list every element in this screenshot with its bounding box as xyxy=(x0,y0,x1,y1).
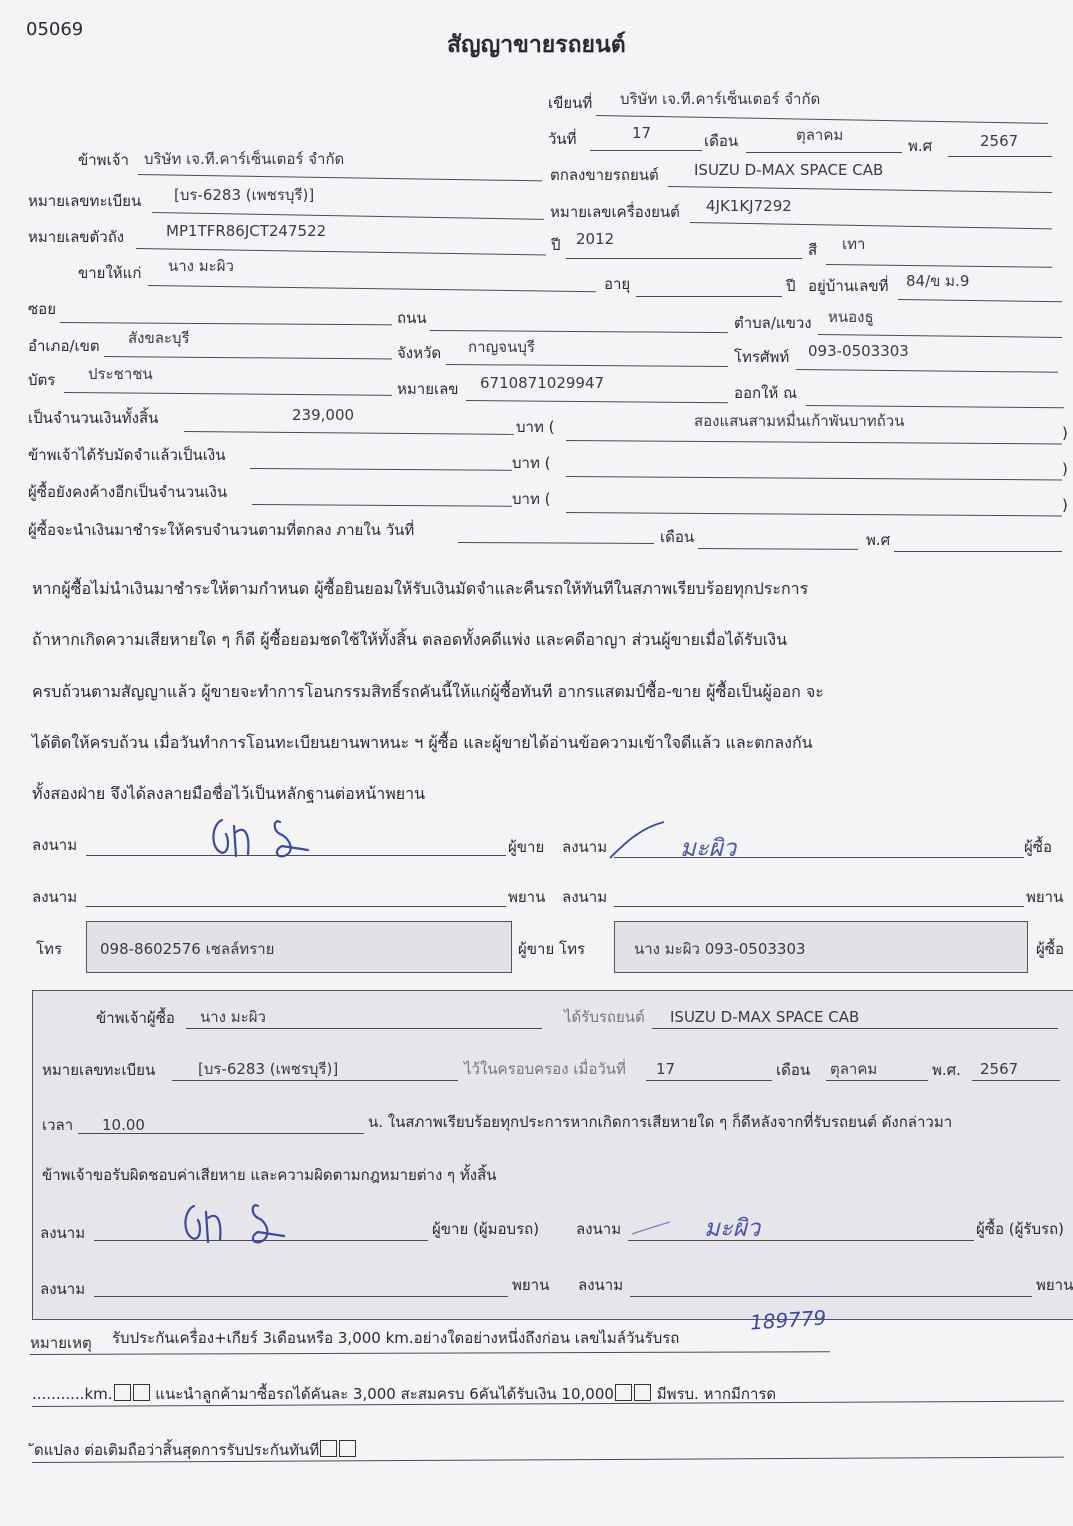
seller-phone: 098-8602576 เชลล์ทราย xyxy=(100,940,275,958)
receipt-year-label: พ.ศ. xyxy=(932,1061,961,1079)
checkbox-1a[interactable] xyxy=(114,1384,131,1401)
contract-page: 05069 สัญญาขายรถยนต์ เขียนที่ บริษัท เจ.ที.คาร์เซ็นเตอร์ จำกัด วันที่ 17 เดือน ตุลาคม พ.ศ 2567 ข้าพเจ้า บริษัท เจ.ที.คาร์เซ็นเตอร์ จำกัด ตกลงขายรถยนต์ ISUZU D-MAX SPACE CAB หมายเลขทะเบียน [บร-6283 (เพชรบุรี)] หมายเลขเครื่องยนต์ 4JK1KJ7292 หมายเลขตัวถัง MP1TFR86JCT247522 ปี 2012 สี เทา ขายให้แก่ นาง มะผิว อายุ ปี อยู่บ้านเลขที่ 84/ข ม.9 ซอย ถนน ตำบล/แขวง หนองธู อำเภอ/เขต สังขละบุรี จังหวัด กาญจนบุรี โทรศัพท์ 093-0503303 บัตร ประชาชน หมายเลข 6710871029947 ออกให้ ณ เป็นจำนวนเงินทั้งสิ้น 239,000 บาท ( สองแสนสามหมื่นเก้าพันบาทถ้วน ) ข้าพเจ้าได้รับมัดจำแล้วเป็นเงิน บาท ( ) ผู้ซื้อยังคงค้างอีกเป็นจำนวนเงิน บาท ( ) ผู้ซื้อจะนำเงินมาชำระให้ครบจำนวนตามที่ตกลง ภายใน วันที่ เดือน พ.ศ หากผู้ซื้อไม่นำเงินมาชำระให้ตามกำหนด ผู้ซื้อยินยอมให้รับเงินมัดจำและคืนรถให้ทันทีในสภาพเรียบร้อยทุกประการ ถ้าหากเกิดความเสียหายใด ๆ ก็ดี ผู้ซื้อยอมชดใช้ให้ทั้งสิ้น ตลอดทั้งคดีแพ่ง และคดีอาญา ส่วนผู้ขายเมื่อได้รับเงิน ครบถ้วนตามสัญญาแล้ว ผู้ขายจะทำการโอนกรรมสิทธิ์รถคันนี้ให้แก่ผู้ซื้อทันที อากรแสตมป์ซื้อ-ขาย ผู้ซื้อเป็นผู้ออก จะ ได้ติดให้ครบถ้วน เมื่อวันทำการโอนทะเบียนยานพาหนะ ฯ ผู้ซื้อ และผู้ขายได้อ่านข้อความเข้าใจดีแล้ว และตกลงกัน ทั้งสองฝ่าย จึงได้ลงลายมือชื่อไว้เป็นหลักฐานต่อหน้าพยาน ลงนาม ผู้ขาย ลงนาม มะผิว ผู้ซื้อ ลงนาม พยาน ลงนาม พยาน โทร 098-8602576 เชลล์ทราย ผู้ขาย โทร นาง มะผิว 093-0503303 ผู้ซื้อ ข้าพเจ้าผู้ซื้อ นาง มะผิว ได้รับรถยนต์ ISUZU D-MAX SPACE CAB หมายเลขทะเบียน [บร-6283 (เพชรบุรี)] ไว้ในครอบครอง เมื่อวันที่ 17 เดือน ตุลาคม พ.ศ. 2567 เวลา 10.00 น. ในสภาพเรียบร้อยทุกประการหากเกิดการเสียหายใด ๆ ก็ดีหลังจากที่รับรถยนต์ ดังกล่าวมา ข้าพเจ้าขอรับผิดชอบค่าเสียหาย และความผิดตามกฎหมายต่าง ๆ ทั้งสิ้น ลงนาม ผู้ขาย (ผู้มอบรถ) ลงนาม มะผิว ผู้ซื้อ (ผู้รับรถ) ลงนาม พยาน ลงนาม พยาน หมายเหตุ รับประกันเครื่อง+เกียร์ 3เดือนหรือ 3,000 km.อย่างใดอย่างหนึ่งถึงก่อน เลขไมล์วันรับรถ 189779 ...........km. แนะนำลูกค้ามาซื้อรถได้คันละ 3,000 สะสมครบ 6คันได้รับเงิน 10,000 มีพรบ. หากมีการด ัดแปลง ต่อเติมถือว่าสิ้นสุดการรับประกันทันที xyxy=(0,0,1073,1526)
seller-signature xyxy=(200,812,340,860)
car-model: ISUZU D-MAX SPACE CAB xyxy=(694,161,884,179)
receipt-section xyxy=(32,990,1073,1320)
odometer-reading: 189779 xyxy=(749,1305,828,1335)
card-type: ประชาชน xyxy=(88,365,153,383)
witness2-role: พยาน xyxy=(1026,888,1064,906)
month-label: เดือน xyxy=(704,132,739,150)
house-number: 84/ข ม.9 xyxy=(906,272,970,290)
color-label: สี xyxy=(808,241,818,259)
chassis-number: MP1TFR86JCT247522 xyxy=(166,222,327,240)
due-year-label: พ.ศ xyxy=(866,531,891,549)
checkbox-2a[interactable] xyxy=(615,1384,632,1401)
subdistrict-value: หนองธู xyxy=(828,308,874,326)
checkbox-1b[interactable] xyxy=(133,1384,150,1401)
receipt-witness2-sign-label: ลงนาม xyxy=(578,1276,624,1294)
balance-label: ผู้ซื้อยังคงค้างอีกเป็นจำนวนเงิน xyxy=(28,483,228,501)
model-year: 2012 xyxy=(576,230,615,248)
buyer-phone-value: นาง มะผิว 093-0503303 xyxy=(634,940,806,958)
house-label: อยู่บ้านเลขที่ xyxy=(808,277,889,295)
seller-role: ผู้ขาย xyxy=(508,838,545,856)
road-label: ถนน xyxy=(397,309,427,327)
buyer-role: ผู้ซื้อ xyxy=(1024,838,1052,856)
receipt-seller-signature xyxy=(172,1198,312,1248)
receipt-buyer-role: ผู้ซื้อ (ผู้รับรถ) xyxy=(976,1220,1064,1238)
year-label: พ.ศ xyxy=(908,137,933,155)
written-at-label: เขียนที่ xyxy=(548,94,593,112)
date-label: วันที่ xyxy=(548,130,577,148)
remarks-km: ...........km. xyxy=(32,1385,113,1403)
possession-label: ไว้ในครอบครอง เมื่อวันที่ xyxy=(464,1060,626,1078)
age-unit: ปี xyxy=(786,277,796,295)
remarks-referral: แนะนำลูกค้ามาซื้อรถได้คันละ 3,000 สะสมครบ 6คันได้รับเงิน 10,000 xyxy=(155,1385,614,1403)
receipt-seller-role: ผู้ขาย (ผู้มอบรถ) xyxy=(432,1220,540,1238)
terms-line-1: หากผู้ซื้อไม่นำเงินมาชำระให้ตามกำหนด ผู้ซื้อยินยอมให้รับเงินมัดจำและคืนรถให้ทันทีในสภาพเรียบร้อยทุกประการ xyxy=(32,579,809,598)
receipt-buyer-signature xyxy=(630,1204,830,1244)
date-month: ตุลาคม xyxy=(796,126,844,144)
time-label: เวลา xyxy=(42,1116,74,1134)
receipt-witness2-role: พยาน xyxy=(1036,1276,1073,1294)
receipt-year: 2567 xyxy=(980,1060,1019,1078)
receipt-month-label: เดือน xyxy=(776,1061,811,1079)
card-label: บัตร xyxy=(28,371,56,389)
seller-name: บริษัท เจ.ที.คาร์เซ็นเตอร์ จำกัด xyxy=(144,150,345,168)
engine-label: หมายเลขเครื่องยนต์ xyxy=(550,203,680,221)
province-label: จังหวัด xyxy=(397,344,442,362)
issued-label: ออกให้ ณ xyxy=(734,384,797,402)
receipt-reg-number: [บร-6283 (เพชรบุรี)] xyxy=(198,1060,339,1078)
remarks-modification: ัดแปลง ต่อเติมถือว่าสิ้นสุดการรับประกันทันที xyxy=(34,1441,320,1459)
card-number: 6710871029947 xyxy=(480,374,605,392)
subdistrict-label: ตำบล/แขวง xyxy=(734,314,812,332)
receipt-witness1-role: พยาน xyxy=(512,1276,550,1294)
svg-text:มะผิว: มะผิว xyxy=(680,834,737,862)
buyer-signature xyxy=(604,814,804,862)
receipt-buyer-name: นาง มะผิว xyxy=(200,1008,266,1026)
buyer-phone: 093-0503303 xyxy=(808,342,909,360)
checkbox-2b[interactable] xyxy=(634,1384,651,1401)
terms-line-2: ถ้าหากเกิดความเสียหายใด ๆ ก็ดี ผู้ซื้อยอมชดใช้ให้ทั้งสิ้น ตลอดทั้งคดีแพ่ง และคดีอาญา ส่วนผู้ขายเมื่อได้รับเงิน xyxy=(32,630,788,649)
due-month-label: เดือน xyxy=(660,528,695,546)
remarks-insurance: มีพรบ. หากมีการด xyxy=(656,1385,777,1403)
date-year: 2567 xyxy=(980,132,1019,150)
liability-text: ข้าพเจ้าขอรับผิดชอบค่าเสียหาย และความผิดตามกฎหมายต่าง ๆ ทั้งสิ้น xyxy=(42,1166,497,1184)
terms-line-3: ครบถ้วนตามสัญญาแล้ว ผู้ขายจะทำการโอนกรรมสิทธิ์รถคันนี้ให้แก่ผู้ซื้อทันที อากรแสตมป์ซื้อ-ขาย ผู้ซื้อเป็นผู้ออก จะ xyxy=(32,682,824,701)
terms-line-4: ได้ติดให้ครบถ้วน เมื่อวันทำการโอนทะเบียนยานพาหนะ ฯ ผู้ซื้อ และผู้ขายได้อ่านข้อความเข้าใจดีแล้ว และตกลงกัน xyxy=(32,733,813,752)
due-label: ผู้ซื้อจะนำเงินมาชำระให้ครบจำนวนตามที่ตกลง ภายใน วันที่ xyxy=(28,521,415,539)
total-label: เป็นจำนวนเงินทั้งสิ้น xyxy=(28,409,159,427)
witness2-sign-label: ลงนาม xyxy=(562,888,608,906)
age-label: อายุ xyxy=(604,275,631,293)
soi-label: ซอย xyxy=(28,300,56,318)
reg-label: หมายเลขทะเบียน xyxy=(28,192,142,210)
receipt-day: 17 xyxy=(656,1060,676,1078)
buyer-label: ขายให้แก่ xyxy=(78,264,142,282)
seller-phone-role: ผู้ขาย โทร xyxy=(518,940,586,958)
receipt-buyer-label: ข้าพเจ้าผู้ซื้อ xyxy=(96,1009,175,1027)
svg-text:มะผิว: มะผิว xyxy=(704,1214,761,1242)
total-words: สองแสนสามหมื่นเก้าพันบาทถ้วน xyxy=(694,412,905,430)
receipt-time: 10.00 xyxy=(102,1116,145,1134)
card-number-label: หมายเลข xyxy=(397,380,459,398)
district-label: อำเภอ/เขต xyxy=(28,337,100,355)
total-baht-label: บาท ( xyxy=(516,418,555,436)
received-label: ได้รับรถยนต์ xyxy=(564,1008,645,1026)
seller-sign-label: ลงนาม xyxy=(32,836,78,854)
receipt-witness1-sign-label: ลงนาม xyxy=(40,1280,86,1298)
witness1-sign-label: ลงนาม xyxy=(32,888,78,906)
total-amount: 239,000 xyxy=(292,406,355,424)
buyer-sign-label: ลงนาม xyxy=(562,838,608,856)
receipt-car-model: ISUZU D-MAX SPACE CAB xyxy=(670,1008,860,1026)
condition-text: น. ในสภาพเรียบร้อยทุกประการหากเกิดการเสียหายใด ๆ ก็ดีหลังจากที่รับรถยนต์ ดังกล่าวมา xyxy=(368,1113,953,1131)
chassis-label: หมายเลขตัวถัง xyxy=(28,228,125,246)
remarks-line-1: รับประกันเครื่อง+เกียร์ 3เดือนหรือ 3,000 km.อย่างใดอย่างหนึ่งถึงก่อน เลขไมล์วันรับรถ xyxy=(112,1329,680,1347)
engine-number: 4JK1KJ7292 xyxy=(706,197,792,215)
district-value: สังขละบุรี xyxy=(128,329,190,347)
written-at-value: บริษัท เจ.ที.คาร์เซ็นเตอร์ จำกัด xyxy=(620,90,821,108)
remarks-label: หมายเหตุ xyxy=(30,1334,92,1352)
buyer-phone-role: ผู้ซื้อ xyxy=(1036,940,1064,958)
model-year-label: ปี xyxy=(551,236,561,254)
receipt-buyer-sign-label: ลงนาม xyxy=(576,1220,622,1238)
phone-label: โทรศัพท์ xyxy=(734,348,790,366)
date-day: 17 xyxy=(632,124,652,142)
remarks-line-3 xyxy=(34,1438,357,1462)
receipt-seller-sign-label: ลงนาม xyxy=(40,1224,86,1242)
reg-number: [บร-6283 (เพชรบุรี)] xyxy=(174,186,315,204)
province-value: กาญจนบุรี xyxy=(468,338,535,356)
buyer-name: นาง มะผิว xyxy=(168,257,234,275)
document-title: สัญญาขายรถยนต์ xyxy=(447,32,626,58)
receipt-reg-label: หมายเลขทะเบียน xyxy=(42,1061,156,1079)
witness1-role: พยาน xyxy=(508,888,546,906)
color-value: เทา xyxy=(842,235,866,253)
balance-baht-label: บาท ( xyxy=(512,490,551,508)
phone-label: โทร xyxy=(36,940,63,958)
deposit-label: ข้าพเจ้าได้รับมัดจำแล้วเป็นเงิน xyxy=(28,446,226,464)
terms-line-5: ทั้งสองฝ่าย จึงได้ลงลายมือชื่อไว้เป็นหลักฐานต่อหน้าพยาน xyxy=(32,784,426,803)
document-number: 05069 xyxy=(26,19,84,40)
checkbox-3a[interactable] xyxy=(320,1440,337,1457)
deposit-baht-label: บาท ( xyxy=(512,454,551,472)
agree-sell-label: ตกลงขายรถยนต์ xyxy=(550,166,659,184)
seller-label: ข้าพเจ้า xyxy=(78,151,129,169)
checkbox-3b[interactable] xyxy=(339,1440,356,1457)
receipt-month: ตุลาคม xyxy=(830,1060,878,1078)
